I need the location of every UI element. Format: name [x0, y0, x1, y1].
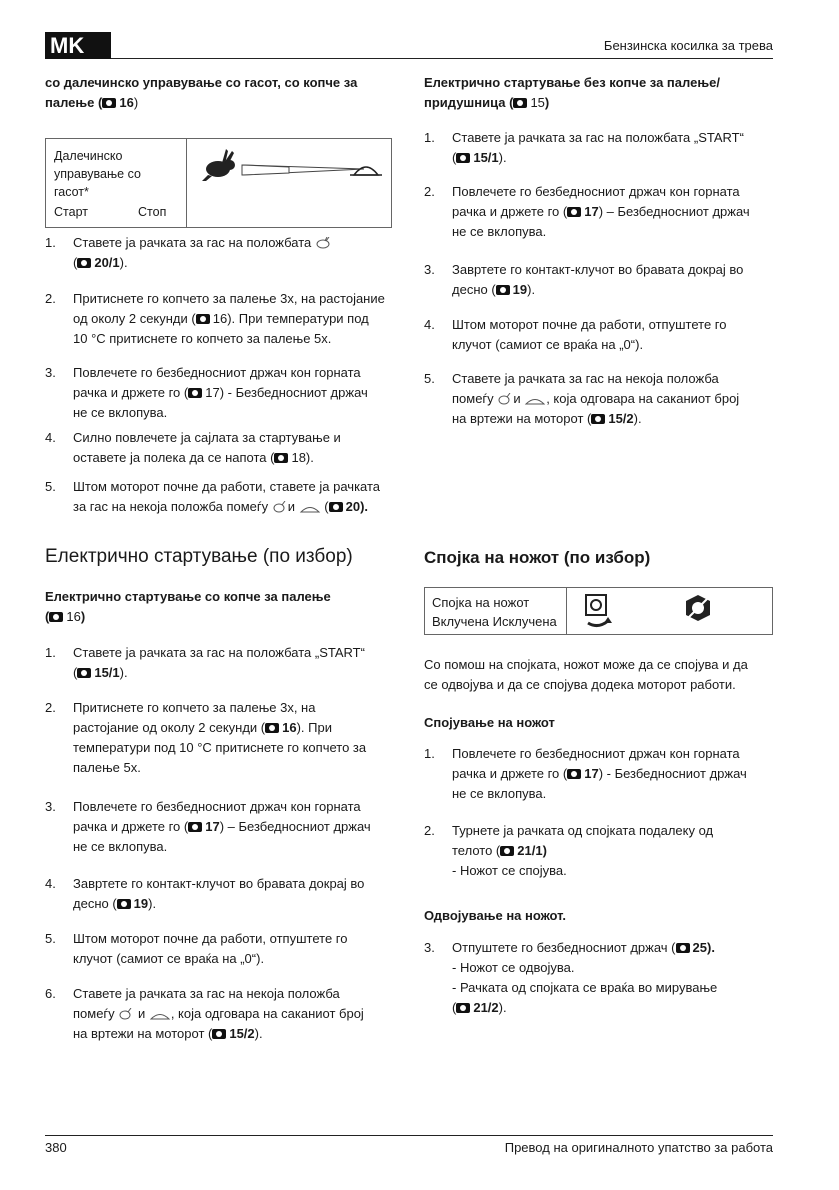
figure-icon: [567, 769, 581, 779]
clutch-paragraph: Со помош на спојката, ножот може да се спојува и да се одвојува и да се спојува додека моторот работи.: [424, 657, 748, 692]
left-step-3: 3. Повлечете го безбедносниот држач кон горната рачка и држете го ( 17) - Безбедносниот држач не се вклопува.: [45, 365, 368, 420]
figure-icon: [456, 153, 470, 163]
hare-icon: [315, 237, 333, 249]
right-step-2: 2. Повлечете го безбедносниот држач кон горната рачка и држете го ( 17) – Безбедносниот држач не се вклопува.: [424, 184, 750, 239]
hare-icon: [497, 393, 513, 405]
right-step-1: 1. Ставете ја рачката за гас на положбата „START“ ( 15/1).: [424, 130, 744, 165]
left-intro-heading: со далечинско управување со гасот, со копче за палење ( 16): [45, 75, 358, 110]
left-e-step-5: 5. Штом моторот почне да работи, отпуштете го клучот (самиот се враќа на „0“).: [45, 931, 348, 966]
tortoise-icon: [299, 503, 321, 513]
left-e-step-2: 2. Притиснете го копчето за палење 3x, на растојание од околу 2 секунди ( 16). При температури под 10 °C притиснете го копчето за палење 5x.: [45, 700, 367, 775]
table-stop: Стоп: [138, 205, 167, 219]
hare-icon: [272, 501, 288, 513]
right-step-4: 4. Штом моторот почне да работи, отпуштете го клучот (самиот се враќа на „0“).: [424, 317, 727, 352]
figure-icon: [591, 414, 605, 424]
tortoise-icon: [149, 1010, 171, 1020]
section-blade-clutch: Спојка на ножот (по избор): [424, 548, 651, 567]
section-electric-start: Електрично стартување (по избор): [45, 546, 353, 567]
disconnect-heading: Одвојување на ножот.: [424, 908, 566, 923]
header-title: Бензинска косилка за трева: [603, 38, 773, 53]
clutch-table: [424, 587, 773, 635]
disconnect-step-3: 3. Отпуштете го безбедносниот држач ( 25). - Ножот се одвојува. - Рачката од спојката се враќа во мирување ( 21/2).: [424, 940, 718, 1015]
figure-icon: [196, 314, 210, 324]
footer-title: Превод на оригиналното упатство за работа: [504, 1140, 773, 1155]
table-start: Старт: [54, 205, 88, 219]
left-e-step-6: 6. Ставете ја рачката за гас на некоја положба помеѓу и , која одговара на саканиот број на вртежи на моторот ( 15/2).: [45, 986, 364, 1041]
footer-rule: [45, 1135, 773, 1136]
left-step-2: 2. Притиснете го копчето за палење 3x, на растојание од околу 2 секунди ( 16). При температури под 10 °C притиснете го копчето за палење 5x.: [45, 291, 385, 346]
figure-icon: [77, 258, 91, 268]
clutch-label: Спојка на ножот: [432, 595, 530, 610]
connect-step-2: 2. Турнете ја рачката од спојката подалеку од телото ( 21/1) - Ножот се спојува.: [424, 823, 714, 878]
page-number: 380: [45, 1140, 67, 1155]
figure-icon: [513, 98, 527, 108]
figure-icon: [329, 502, 343, 512]
clutch-disengaged-icon: [683, 593, 713, 623]
language-badge: MK: [45, 32, 111, 59]
figure-icon: [274, 453, 288, 463]
figure-icon: [456, 1003, 470, 1013]
figure-icon: [102, 98, 116, 108]
figure-icon: [188, 822, 202, 832]
figure-icon: [188, 388, 202, 398]
connect-step-1: 1. Повлечете го безбедносниот држач кон горната рачка и држете го ( 17) - Безбедносниот држач не се вклопува.: [424, 746, 747, 801]
figure-icon: [496, 285, 510, 295]
left-sub-heading: Електрично стартување со копче за палење ( 16): [45, 589, 331, 624]
right-step-3: 3. Завртете го контакт-клучот во бравата докрај во десно ( 19).: [424, 262, 744, 297]
clutch-engaged-icon: [582, 593, 616, 631]
hare-tortoise-wedge-icon: [194, 143, 384, 189]
left-step-4: 4. Силно повлечете ја сајлата за стартување и оставете ја полека да се напота ( 18).: [45, 430, 341, 465]
right-heading: Електрично стартување без копче за палење/ придушница ( 15): [424, 75, 720, 110]
table-label: Далечинско: [54, 149, 123, 163]
left-step-1: 1. Ставете ја рачката за гас на положбата ( 20/1).: [45, 233, 395, 273]
left-e-step-1: 1. Ставете ја рачката за гас на положбата „START“ ( 15/1).: [45, 645, 365, 680]
clutch-states: Вклучена Исклучена: [432, 614, 557, 629]
figure-icon: [676, 943, 690, 953]
figure-icon: [500, 846, 514, 856]
hare-icon: [118, 1008, 134, 1020]
connect-heading: Спојување на ножот: [424, 715, 555, 730]
figure-icon: [49, 612, 63, 622]
left-step-5: 5. Штом моторот почне да работи, ставете ја рачката за гас на некоја положба помеѓу и ( 20).: [45, 479, 381, 514]
figure-icon: [567, 207, 581, 217]
throttle-table: Далечинско управување со гасот* Старт Стоп: [45, 138, 392, 228]
figure-icon: [77, 668, 91, 678]
right-step-5: 5. Ставете ја рачката за гас на некоја положба помеѓу и , која одговара на саканиот број на вртежи на моторот ( 15/2).: [424, 371, 740, 426]
left-e-step-3: 3. Повлечете го безбедносниот држач кон горната рачка и држете го ( 17) – Безбедносниот држач не се вклопува.: [45, 799, 371, 854]
left-e-step-4: 4. Завртете го контакт-клучот во бравата докрај во десно ( 19).: [45, 876, 365, 911]
header-rule: [111, 58, 773, 59]
figure-icon: [212, 1029, 226, 1039]
figure-icon: [117, 899, 131, 909]
figure-icon: [265, 723, 279, 733]
tortoise-icon: [524, 395, 546, 405]
